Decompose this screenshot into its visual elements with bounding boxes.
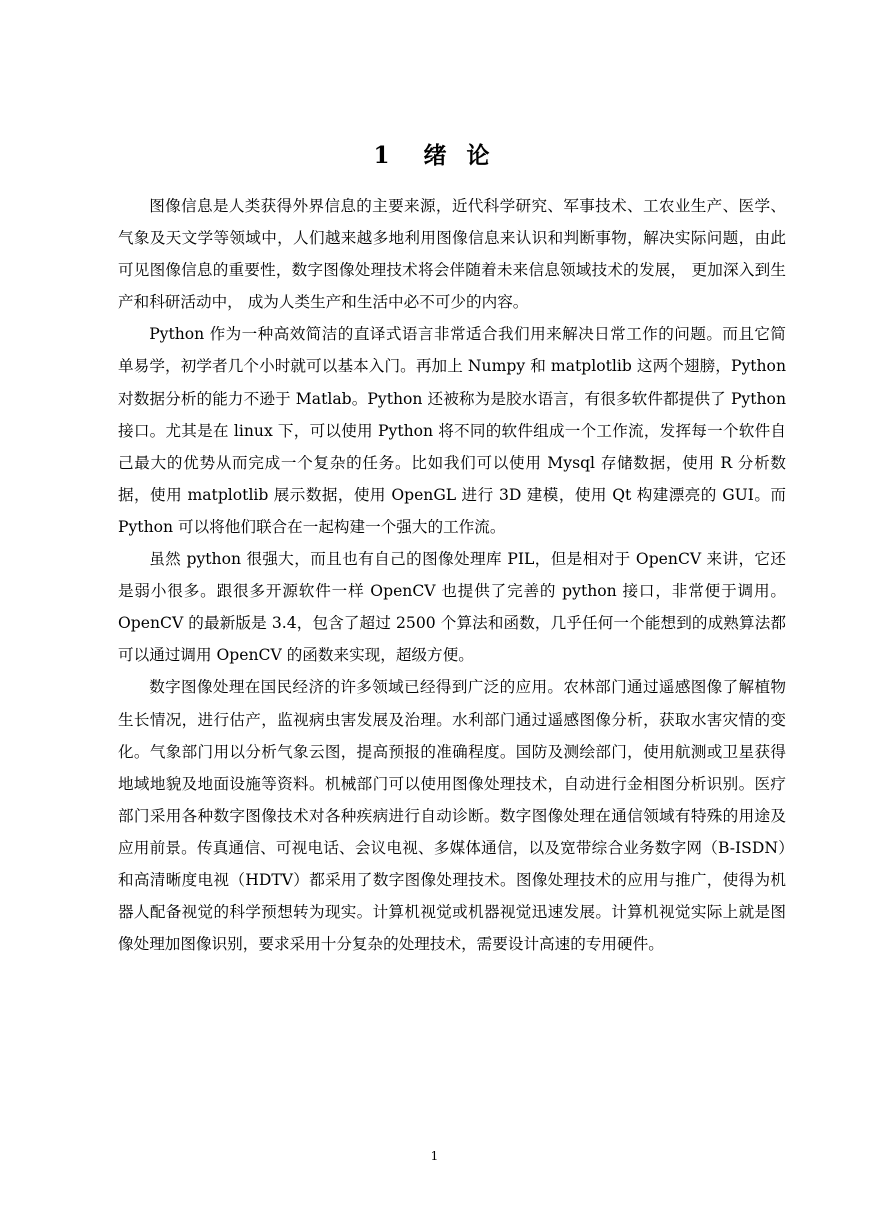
chapter-title: 1 绪 论 (373, 142, 496, 170)
paragraph-opencv: 虽然 python 很强大，而且也有自己的图像处理库 PIL，但是相对于 OpenCV 来讲，它还是弱小很多。跟很多开源软件一样 OpenCV 也提供了完善的 python 接口，非常便于调用。OpenCV 的最新版是 3.4，包含了超过 2500 个算法和函数，几乎任何一个能想到的成熟算法都可以通过调用 OpenCV 的函数来实现，超级方便。 (118, 550, 786, 665)
paragraph-image-info: 图像信息是人类获得外界信息的主要来源，近代科学研究、军事技术、工农业生产、医学、气象及天文学等领域中，人们越来越多地利用图像信息来认识和判断事物，解决实际问题，由此可见图像信息的重要性，数字图像处理技术将会伴随着未来信息领域技术的发展， 更加深入到生产和科研活动中， 成为人类生产和生活中必不可少的内容。 (118, 197, 786, 312)
body-text (118, 190, 786, 960)
paragraph-python: Python 作为一种高效简洁的直译式语言非常适合我们用来解决日常工作的问题。而且它简单易学，初学者几个小时就可以基本入门。再加上 Numpy 和 matplotlib 这两个翅膀，Python 对数据分析的能力不逊于 Matlab。Python 还被称为是胶水语言，有很多软件都提供了 Python 接口。尤其是在 linux 下，可以使用 Python 将不同的软件组成一个工作流，发挥每一个软件自己最大的优势从而完成一个复杂的任务。比如我们可以使用 Mysql 存储数据，使用 R 分析数据，使用 matplotlib 展示数据，使用 OpenGL 进行 3D 建模，使用 Qt 构建漂亮的 GUI。而 Python 可以将他们联合在一起构建一个强大的工作流。 (118, 325, 786, 536)
paragraph-applications: 数字图像处理在国民经济的许多领域已经得到广泛的应用。农林部门通过遥感图像了解植物生长情况，进行估产，监视病虫害发展及治理。水利部门通过遥感图像分析，获取水害灾情的变化。气象部门用以分析气象云图，提高预报的准确程度。国防及测绘部门，使用航测或卫星获得地域地貌及地面设施等资料。机械部门可以使用图像处理技术，自动进行金相图分析识别。医疗部门采用各种数字图像技术对各种疾病进行自动诊断。数字图像处理在通信领域有特殊的用途及应用前景。传真通信、可视电话、会议电视、多媒体通信，以及宽带综合业务数字网（B-ISDN）和高清晰度电视（HDTV）都采用了数字图像处理技术。图像处理技术的应用与推广，使得为机器人配备视觉的科学预想转为现实。计算机视觉或机器视觉迅速发展。计算机视觉实际上就是图像处理加图像识别，要求采用十分复杂的处理技术，需要设计高速的专用硬件。 (118, 678, 786, 954)
page-number: 1 (430, 1149, 439, 1163)
